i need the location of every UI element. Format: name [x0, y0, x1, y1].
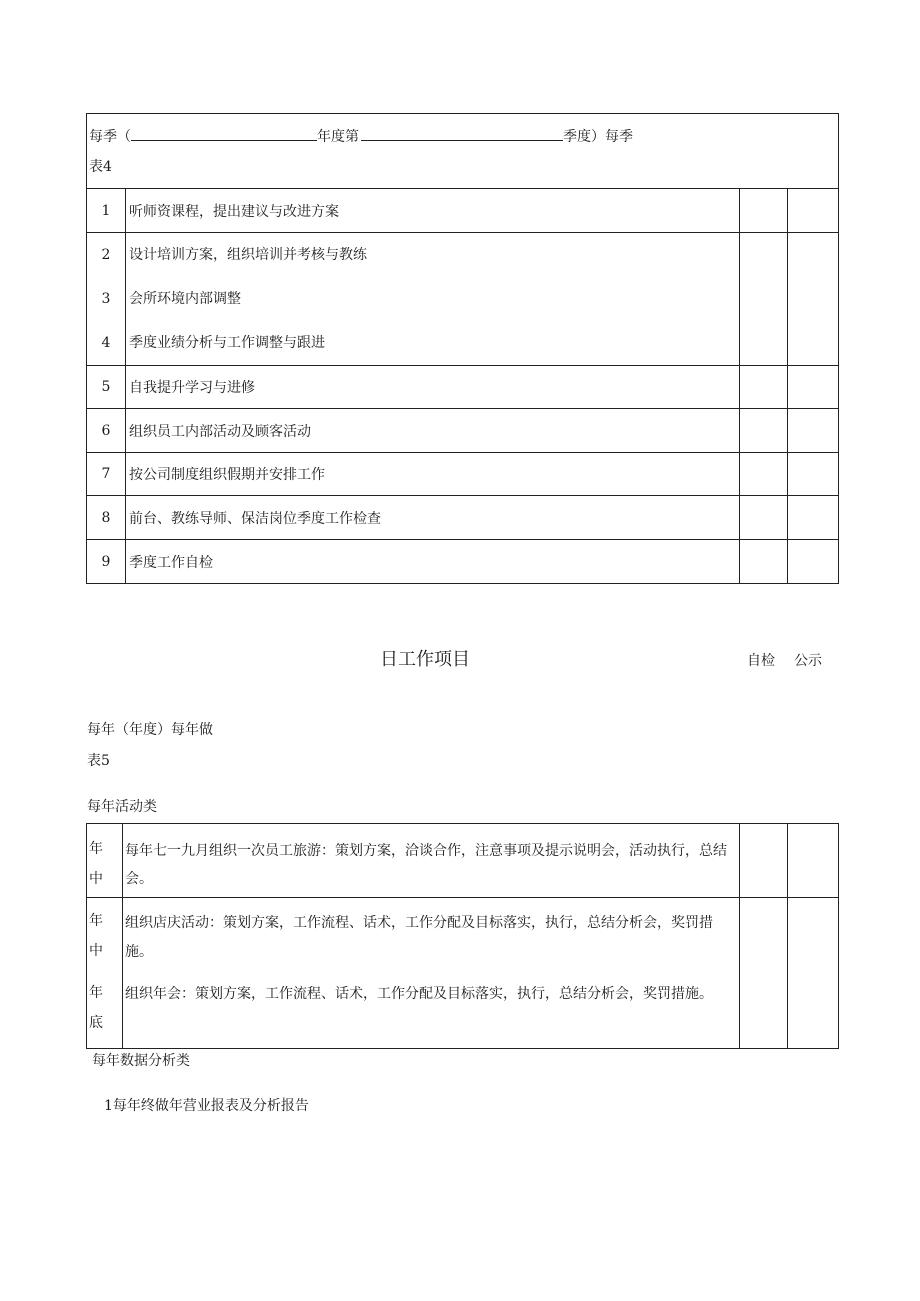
- row-numbers: [87, 233, 126, 366]
- period-char: 中: [89, 871, 103, 887]
- period-char: 年: [89, 841, 103, 857]
- public-cell: [788, 233, 839, 366]
- table-4: [86, 113, 839, 584]
- period-char: 年: [89, 985, 103, 1001]
- table-row: [87, 453, 839, 496]
- header-suffix: 季度）每季: [563, 129, 633, 145]
- data-item: 1每年终做年营业报表及分析报告: [104, 1098, 309, 1114]
- self-check-cell: [740, 824, 788, 898]
- header-prefix: 每季（: [89, 129, 131, 145]
- self-check-header: 自检: [747, 653, 775, 669]
- table-row: [87, 496, 839, 540]
- row-text: 会所环境内部调整: [129, 291, 241, 307]
- row-text: 按公司制度组织假期并安排工作: [126, 453, 740, 496]
- self-check-cell: [740, 540, 788, 584]
- activity-text: 组织店庆活动：策划方案，工作流程、话术，工作分配及目标落实，执行，总结分析会，奖罚措施。: [125, 915, 713, 960]
- row-text: 自我提升学习与进修: [126, 366, 740, 409]
- period-cell: [87, 824, 123, 898]
- self-check-cell: [740, 233, 788, 366]
- row-texts: [126, 233, 740, 366]
- activity-heading: 每年活动类: [87, 799, 157, 815]
- row-text: 设计培训方案，组织培训并考核与教练: [129, 247, 367, 263]
- table-row: [87, 366, 839, 409]
- row-number: 8: [87, 496, 126, 540]
- yearly-intro: 每年（年度）每年做: [87, 722, 213, 738]
- row-text: 季度工作自检: [126, 540, 740, 584]
- table-4-header-row: [87, 114, 839, 189]
- period-cell: [87, 898, 123, 1049]
- table-5-label: 表5: [87, 753, 110, 769]
- public-cell: [788, 453, 839, 496]
- public-cell: [788, 824, 839, 898]
- table-row: [87, 409, 839, 453]
- row-text: 季度业绩分析与工作调整与跟进: [129, 335, 325, 351]
- row-number: 4: [101, 335, 111, 351]
- public-cell: [788, 409, 839, 453]
- public-cell: [788, 189, 839, 233]
- self-check-cell: [740, 898, 788, 1049]
- table-row: [87, 824, 839, 898]
- table-4-header: [87, 114, 839, 189]
- activity-texts: [123, 898, 740, 1049]
- row-number: 5: [87, 366, 126, 409]
- self-check-cell: [740, 189, 788, 233]
- activity-text: 每年七一九月组织一次员工旅游：策划方案，洽谈合作，注意事项及提示说明会，活动执行，总结会。: [123, 824, 740, 898]
- public-header: 公示: [794, 653, 822, 669]
- activity-text: 组织年会：策划方案，工作流程、话术，工作分配及目标落实，执行，总结分析会，奖罚措施。: [125, 986, 713, 1002]
- self-check-cell: [740, 409, 788, 453]
- row-number: 9: [87, 540, 126, 584]
- self-check-cell: [740, 366, 788, 409]
- year-blank: [131, 128, 317, 141]
- row-number: 2: [101, 247, 111, 263]
- period-char: 底: [89, 1015, 103, 1031]
- table-row-merged: [87, 898, 839, 1049]
- public-cell: [788, 540, 839, 584]
- row-number: 7: [87, 453, 126, 496]
- public-cell: [788, 898, 839, 1049]
- row-text: 听师资课程，提出建议与改进方案: [126, 189, 740, 233]
- public-cell: [788, 496, 839, 540]
- table-4-label: 表4: [89, 159, 112, 175]
- data-heading: 每年数据分析类: [92, 1053, 190, 1069]
- table-row: [87, 189, 839, 233]
- public-cell: [788, 366, 839, 409]
- row-text: 组织员工内部活动及顾客活动: [126, 409, 740, 453]
- header-mid: 年度第: [317, 129, 359, 145]
- table-5: [86, 823, 839, 1049]
- self-check-cell: [740, 453, 788, 496]
- period-char: 年: [89, 913, 103, 929]
- table-row: [87, 540, 839, 584]
- row-number: 1: [87, 189, 126, 233]
- self-check-cell: [740, 496, 788, 540]
- table-row-merged: [87, 233, 839, 366]
- quarter-blank: [361, 128, 563, 141]
- row-text: 前台、教练导师、保洁岗位季度工作检查: [126, 496, 740, 540]
- row-number: 3: [101, 291, 111, 307]
- row-number: 6: [87, 409, 126, 453]
- period-char: 中: [89, 943, 103, 959]
- section-title: 日工作项目: [380, 649, 470, 670]
